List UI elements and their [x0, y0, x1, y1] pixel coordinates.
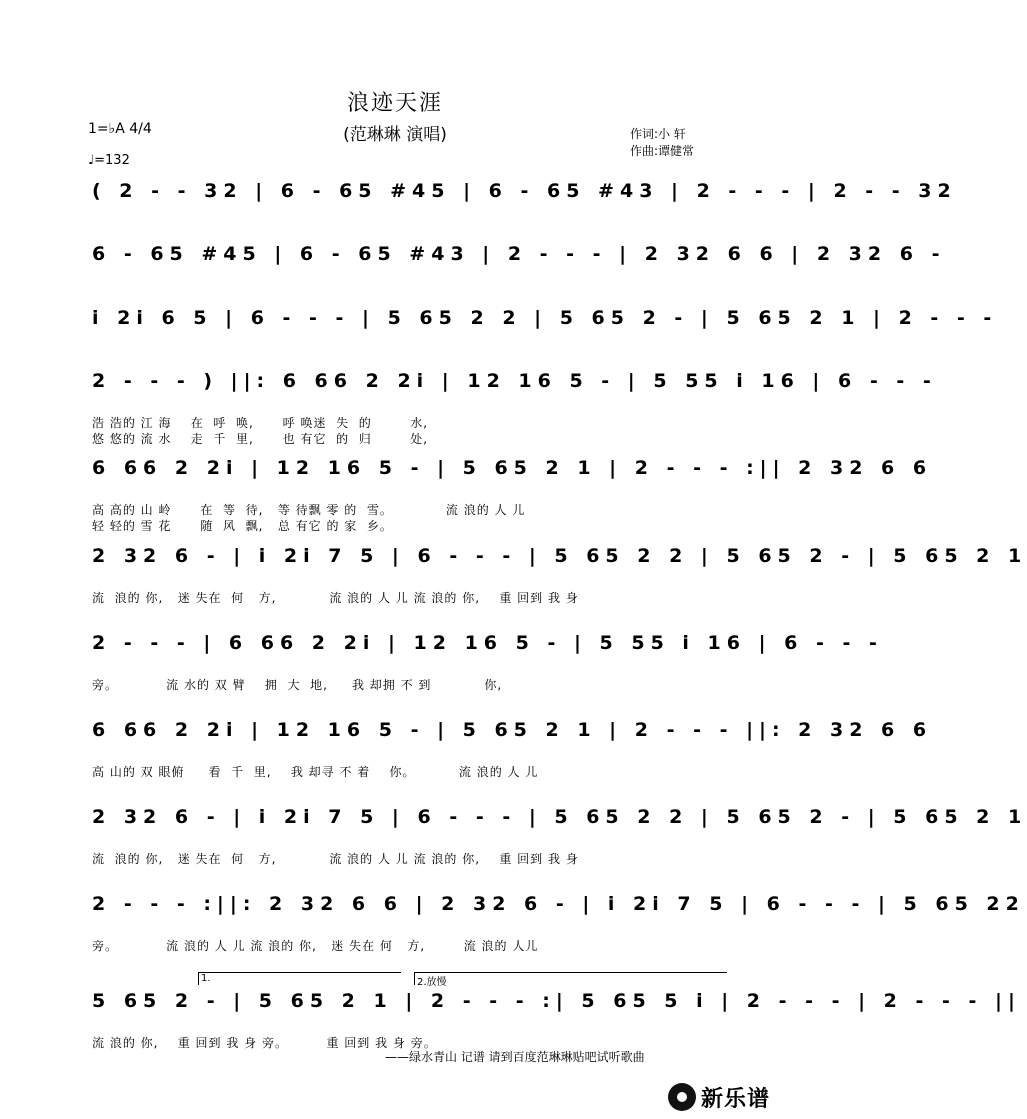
notation-line: 2 - - - ) ||: 6 66 2 2i | 12 16 5 - | 5 55 i 16 | 6 - - -	[92, 370, 937, 392]
notation-line: 2 - - - | 6 66 2 2i | 12 16 5 - | 5 55 i 16 | 6 - - -	[92, 632, 883, 654]
volta-first-ending: 1.	[198, 972, 401, 985]
notation-line: 6 - 65 #45 | 6 - 65 #43 | 2 - - - | 2 32 6 6 | 2 32 6 -	[92, 243, 946, 265]
score-row	[0, 893, 1025, 983]
lyric-line: 流 浪的 你, 迷 失在 何 方, 流 浪的 人 儿 流 浪的 你, 重 回到 我 身	[92, 852, 579, 866]
tempo-marking: ♩=132	[88, 153, 130, 168]
score-row	[0, 990, 1021, 1080]
volta-second-ending: 2.放慢	[414, 972, 727, 985]
notation-line: 6 66 2 2i | 12 16 5 - | 5 65 2 1 | 2 - - - :|| 2 32 6 6	[92, 457, 933, 479]
score-row	[0, 545, 1027, 635]
notation-line: i 2i 6 5 | 6 - - - | 5 65 2 2 | 5 65 2 - | 5 65 2 1 | 2 - - -	[92, 307, 998, 329]
lyric-line-verse-2: 轻 轻的 雪 花 随 风 飘, 总 有它 的 家 乡。	[92, 519, 393, 533]
credits	[630, 126, 694, 160]
lyricist: 作词:小 轩	[630, 127, 686, 141]
lyric-line: 旁。 流 水的 双 臂 拥 大 地, 我 却拥 不 到 你,	[92, 678, 503, 692]
transcriber-credit: ——绿水青山 记谱 请到百度范琳琳贴吧试听歌曲	[385, 1050, 645, 1064]
lyric-line-verse-2: 悠 悠的 流 水 走 千 里, 也 有它 的 归 处,	[92, 432, 429, 446]
score-row	[0, 632, 883, 722]
notation-line: ( 2 - - 32 | 6 - 65 #45 | 6 - 65 #43 | 2 - - - | 2 - - 32	[92, 180, 957, 202]
notation-line: 2 32 6 - | i 2i 7 5 | 6 - - - | 5 65 2 2 | 5 65 2 - | 5 65 2 1	[92, 545, 1027, 567]
score-row	[0, 806, 1027, 896]
lyric-line: 浩 浩的 江 海 在 呼 唤, 呼 唤迷 失 的 水,	[92, 416, 429, 430]
logo-text: 新乐谱	[701, 1086, 771, 1112]
record-icon	[668, 1083, 696, 1111]
lyric-line: 高 山的 双 眼俯 看 千 里, 我 却寻 不 着 你。 流 浪的 人 儿	[92, 765, 539, 779]
lyric-line: 高 高的 山 岭 在 等 待, 等 待飘 零 的 雪。 流 浪的 人 儿	[92, 503, 526, 517]
composer: 作曲:谭健常	[630, 144, 695, 158]
notation-line: 2 32 6 - | i 2i 7 5 | 6 - - - | 5 65 2 2 | 5 65 2 - | 5 65 2 1	[92, 806, 1027, 828]
score-row	[0, 719, 933, 809]
notation-line: 6 66 2 2i | 12 16 5 - | 5 65 2 1 | 2 - - - ||: 2 32 6 6	[92, 719, 933, 741]
key-signature: 1=♭A 4/4	[88, 121, 152, 137]
score-row	[0, 457, 933, 547]
notation-line: 5 65 2 - | 5 65 2 1 | 2 - - - :| 5 65 5 i | 2 - - - | 2 - - - ||	[92, 990, 1021, 1012]
performer-line: (范琳琳 演唱)	[343, 125, 447, 145]
lyric-line: 流 浪的 你, 迷 失在 何 方, 流 浪的 人 儿 流 浪的 你, 重 回到 我 身	[92, 591, 579, 605]
lyric-line: 流 浪的 你, 重 回到 我 身 旁。 重 回到 我 身 旁。	[92, 1036, 437, 1050]
song-title: 浪迹天涯	[346, 91, 443, 116]
notation-line: 2 - - - :||: 2 32 6 6 | 2 32 6 - | i 2i 7 5 | 6 - - - | 5 65 22	[92, 893, 1025, 915]
site-logo	[668, 1082, 770, 1112]
lyric-line: 旁。 流 浪的 人 儿 流 浪的 你, 迷 失在 何 方, 流 浪的 人儿	[92, 939, 539, 953]
score-row	[0, 370, 937, 460]
